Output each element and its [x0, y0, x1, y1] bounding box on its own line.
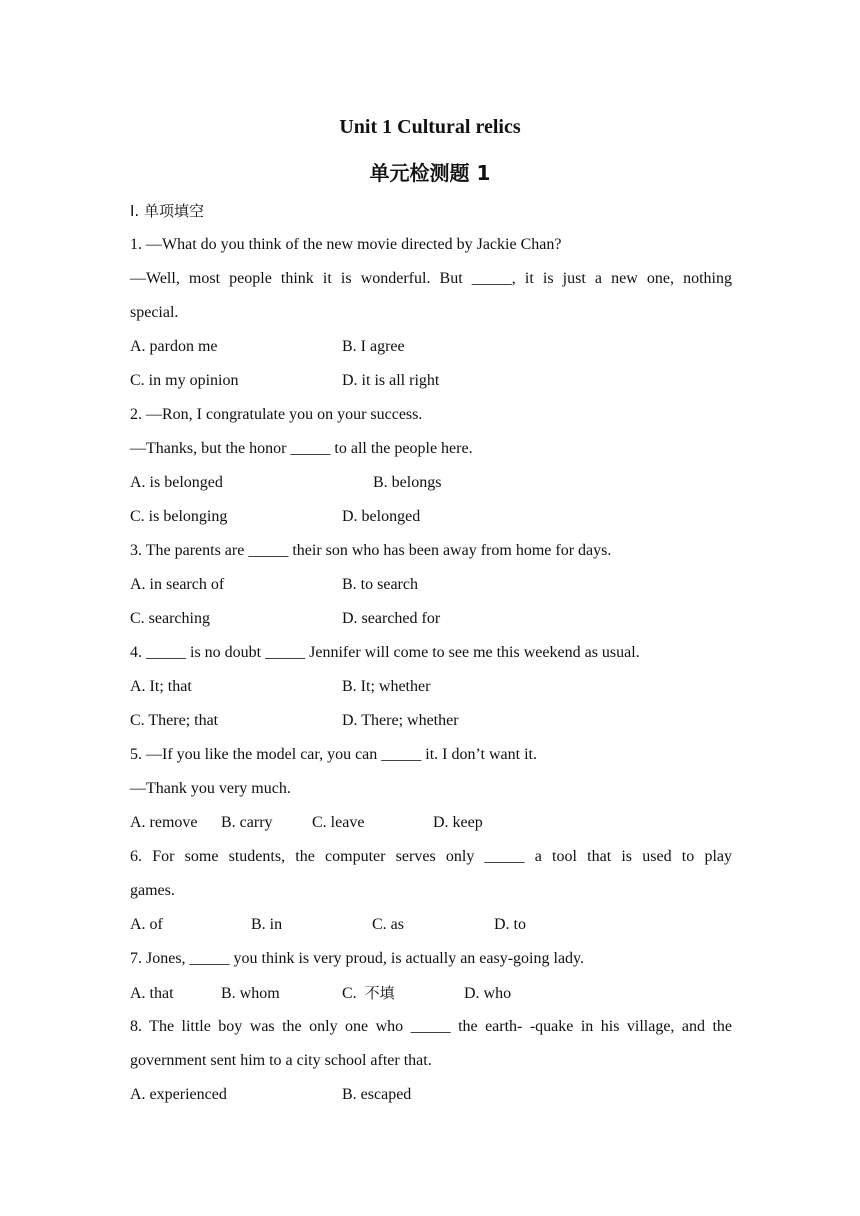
question-2-reply: —Thanks, but the honor _____ to all the people here.: [130, 440, 473, 457]
option-b: B. It; whether: [342, 678, 431, 695]
option-a: A. experienced: [130, 1086, 227, 1103]
option-c: C. searching: [130, 610, 210, 627]
question-1-stem: 1. —What do you think of the new movie directed by Jackie Chan?: [130, 236, 562, 253]
option-b: B. to search: [342, 576, 418, 593]
option-a: A. in search of: [130, 576, 225, 593]
option-c: C. There; that: [130, 712, 219, 729]
question-6-stem: 6. For some students, the computer serves only _____ a tool that is used to play: [130, 848, 732, 865]
question-4-stem: 4. _____ is no doubt _____ Jennifer will come to see me this weekend as usual.: [130, 644, 640, 661]
question-5-options: [130, 810, 732, 844]
option-a: A. of: [130, 916, 163, 933]
question-1-reply-cont: special.: [130, 304, 179, 321]
question-list: [130, 198, 732, 1116]
page-subtitle: 单元检测题 1: [369, 161, 491, 185]
question-1-options-cd: [130, 368, 732, 402]
option-b: B. in: [251, 916, 283, 933]
question-2-options-ab: [130, 470, 732, 504]
option-d: D. belonged: [342, 508, 421, 525]
option-b: B. carry: [221, 814, 273, 831]
section-heading: I. 单项填空: [130, 202, 204, 220]
question-8-stem-cont: government sent him to a city school after that.: [130, 1052, 432, 1069]
option-a: A. is belonged: [130, 474, 223, 491]
option-a: A. pardon me: [130, 338, 218, 355]
option-b: B. escaped: [342, 1086, 412, 1103]
page-title: Unit 1 Cultural relics: [339, 116, 521, 138]
option-b: B. belongs: [373, 474, 442, 491]
option-c: C. as: [372, 916, 404, 933]
option-a: A. It; that: [130, 678, 192, 695]
question-5-stem: 5. —If you like the model car, you can _____ it. I don’t want it.: [130, 746, 537, 763]
question-6-options: [130, 912, 732, 946]
option-d: D. who: [464, 985, 512, 1002]
option-c: C. in my opinion: [130, 372, 239, 389]
question-8-stem: 8. The little boy was the only one who _____ the earth- -quake in his village, and the: [130, 1018, 732, 1035]
option-d: D. searched for: [342, 610, 441, 627]
option-b: B. whom: [221, 985, 280, 1002]
option-b: B. I agree: [342, 338, 405, 355]
option-a: A. that: [130, 985, 174, 1002]
question-2-options-cd: [130, 504, 732, 538]
question-8-options-ab: [130, 1082, 732, 1116]
question-1-reply: —Well, most people think it is wonderful. But _____, it is just a new one, nothing: [130, 270, 732, 287]
question-4-options-ab: [130, 674, 732, 708]
option-d: D. to: [494, 916, 526, 933]
option-a: A. remove: [130, 814, 198, 831]
option-c-prefix: C.: [342, 985, 357, 1002]
option-c: C. is belonging: [130, 508, 228, 525]
question-3-stem: 3. The parents are _____ their son who has been away from home for days.: [130, 542, 612, 559]
question-7-stem: 7. Jones, _____ you think is very proud, is actually an easy-going lady.: [130, 950, 584, 967]
option-c-text: 不填: [364, 984, 395, 1002]
option-d: D. keep: [433, 814, 483, 831]
question-7-options: [130, 980, 732, 1014]
question-1-options-ab: [130, 334, 732, 368]
option-d: D. There; whether: [342, 712, 459, 729]
question-5-reply: —Thank you very much.: [130, 780, 291, 797]
question-4-options-cd: [130, 708, 732, 742]
question-3-options-cd: [130, 606, 732, 640]
question-6-stem-cont: games.: [130, 882, 175, 899]
option-d: D. it is all right: [342, 372, 440, 389]
question-2-stem: 2. —Ron, I congratulate you on your success.: [130, 406, 423, 423]
option-c: [342, 980, 464, 1007]
question-3-options-ab: [130, 572, 732, 606]
option-c: C. leave: [312, 814, 365, 831]
